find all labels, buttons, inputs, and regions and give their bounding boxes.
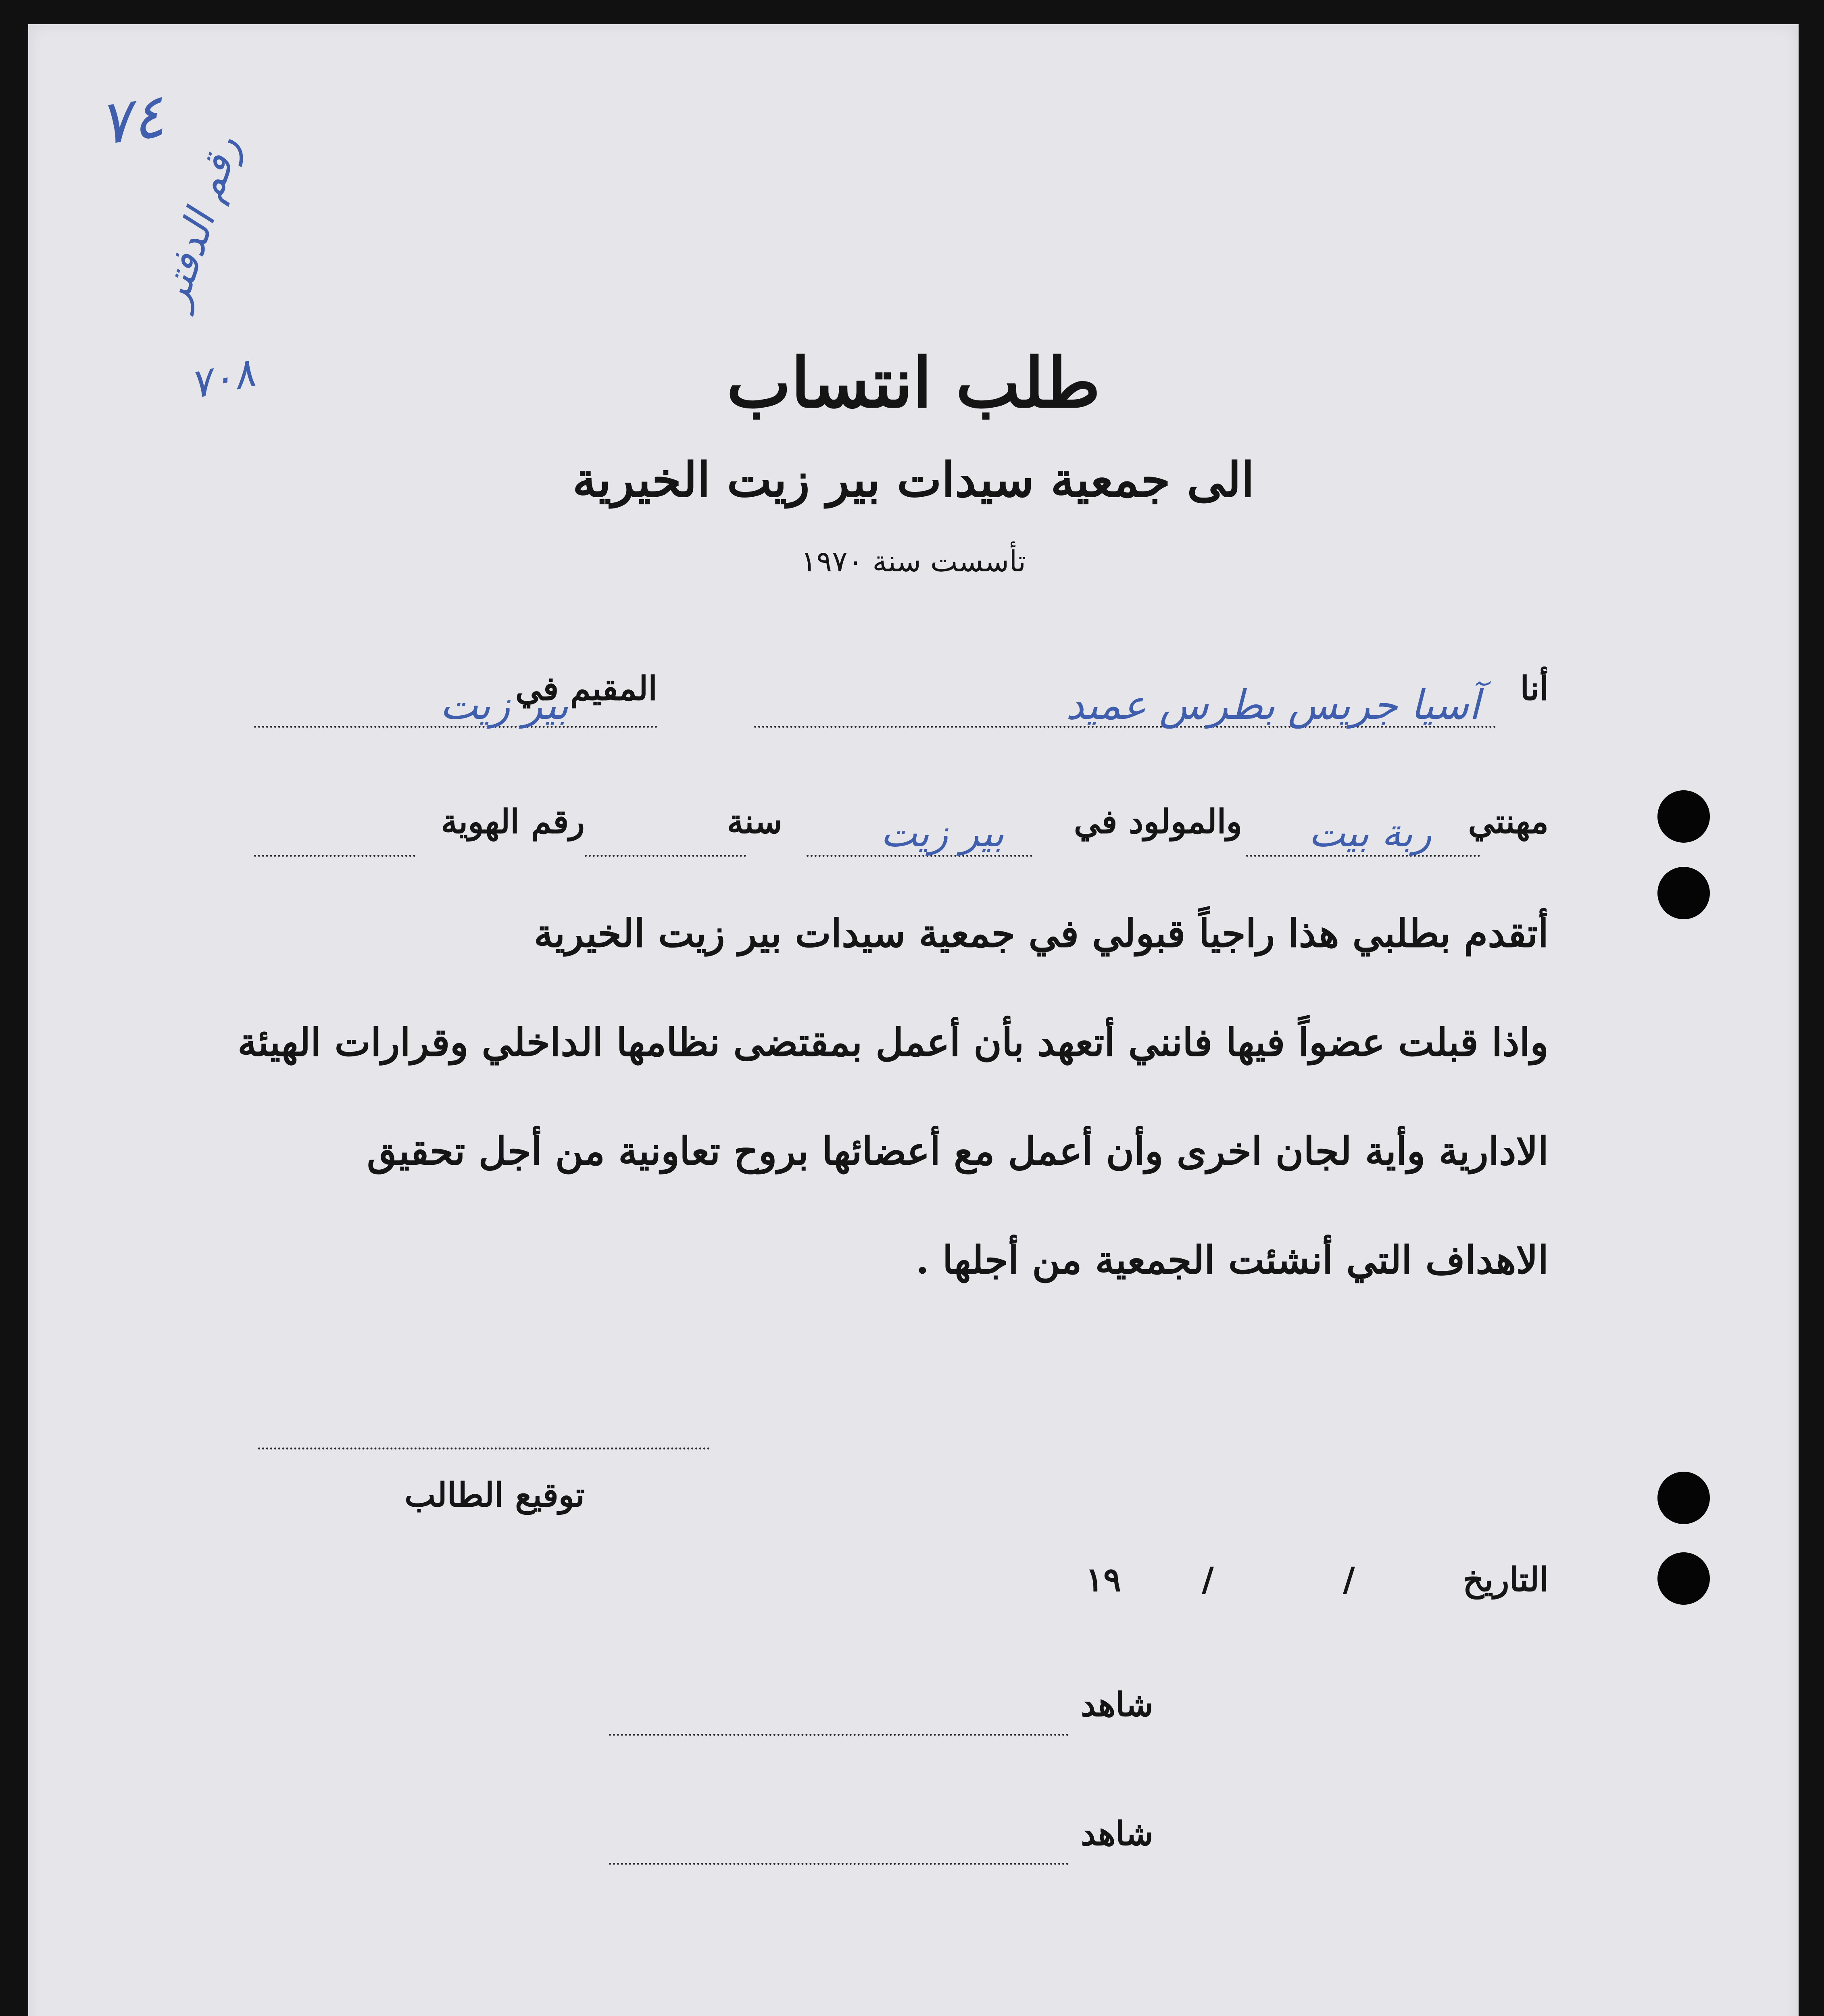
witness-2-line[interactable]: [609, 1863, 1069, 1865]
signature-label: توقيع الطالب: [404, 1476, 585, 1514]
year-label: سنة: [727, 802, 782, 841]
occupation-label: مهنتي: [1468, 802, 1549, 841]
punch-hole-3: [1657, 1472, 1710, 1524]
declaration-line-2: واذا قبلت عضواً فيها فانني أتعهد بأن أعمل بمقتضى نظامها الداخلي وقرارات الهيئة: [238, 1020, 1549, 1065]
name-field[interactable]: آسيا جريس بطرس عميد: [1065, 681, 1480, 729]
punch-hole-4: [1657, 1552, 1710, 1605]
witness-2-label: شاهد: [1081, 1814, 1153, 1853]
page-number-annotation: ٧٤: [94, 80, 169, 159]
birthplace-field[interactable]: بير زيت: [880, 810, 1004, 856]
signature-line[interactable]: [258, 1447, 710, 1450]
date-separator-2: /: [1202, 1560, 1214, 1599]
witness-1-label: شاهد: [1081, 1685, 1153, 1724]
form-sheet: [28, 24, 1799, 2016]
date-separator-1: /: [1343, 1560, 1355, 1599]
year-field-line: [585, 855, 746, 857]
witness-1-line[interactable]: [609, 1734, 1069, 1736]
side-note-annotation: رقم الدفتر: [149, 130, 249, 313]
declaration-line-3: الادارية وأية لجان اخرى وأن أعمل مع أعضائها بروح تعاونية من أجل تحقيق: [367, 1129, 1549, 1174]
id-number-field-line: [254, 855, 415, 857]
residence-field[interactable]: بير زيت: [440, 681, 569, 729]
occupation-field[interactable]: ربة بيت: [1308, 810, 1432, 856]
birthplace-label: والمولود في: [1074, 802, 1242, 841]
residence-label: المقيم في: [515, 669, 657, 708]
side-note-number: ٧٠٨: [185, 348, 259, 408]
association-name: الى جمعية سيدات بير زيت الخيرية: [572, 452, 1255, 508]
declaration-line-1: أتقدم بطلبي هذا راجياً قبولي في جمعية سيدات بير زيت الخيرية: [534, 911, 1549, 956]
punch-hole-1: [1657, 790, 1710, 843]
form-title: طلب انتساب: [726, 343, 1101, 423]
id-number-label: رقم الهوية: [441, 802, 585, 841]
name-label: أنا: [1520, 669, 1549, 708]
founding-year: تأسست سنة ١٩٧٠: [800, 544, 1026, 578]
date-year-prefix: ١٩: [1085, 1560, 1121, 1599]
date-label: التاريخ: [1463, 1560, 1549, 1599]
punch-hole-2: [1657, 867, 1710, 919]
declaration-line-4: الاهداف التي أنشئت الجمعية من أجلها .: [915, 1238, 1549, 1283]
